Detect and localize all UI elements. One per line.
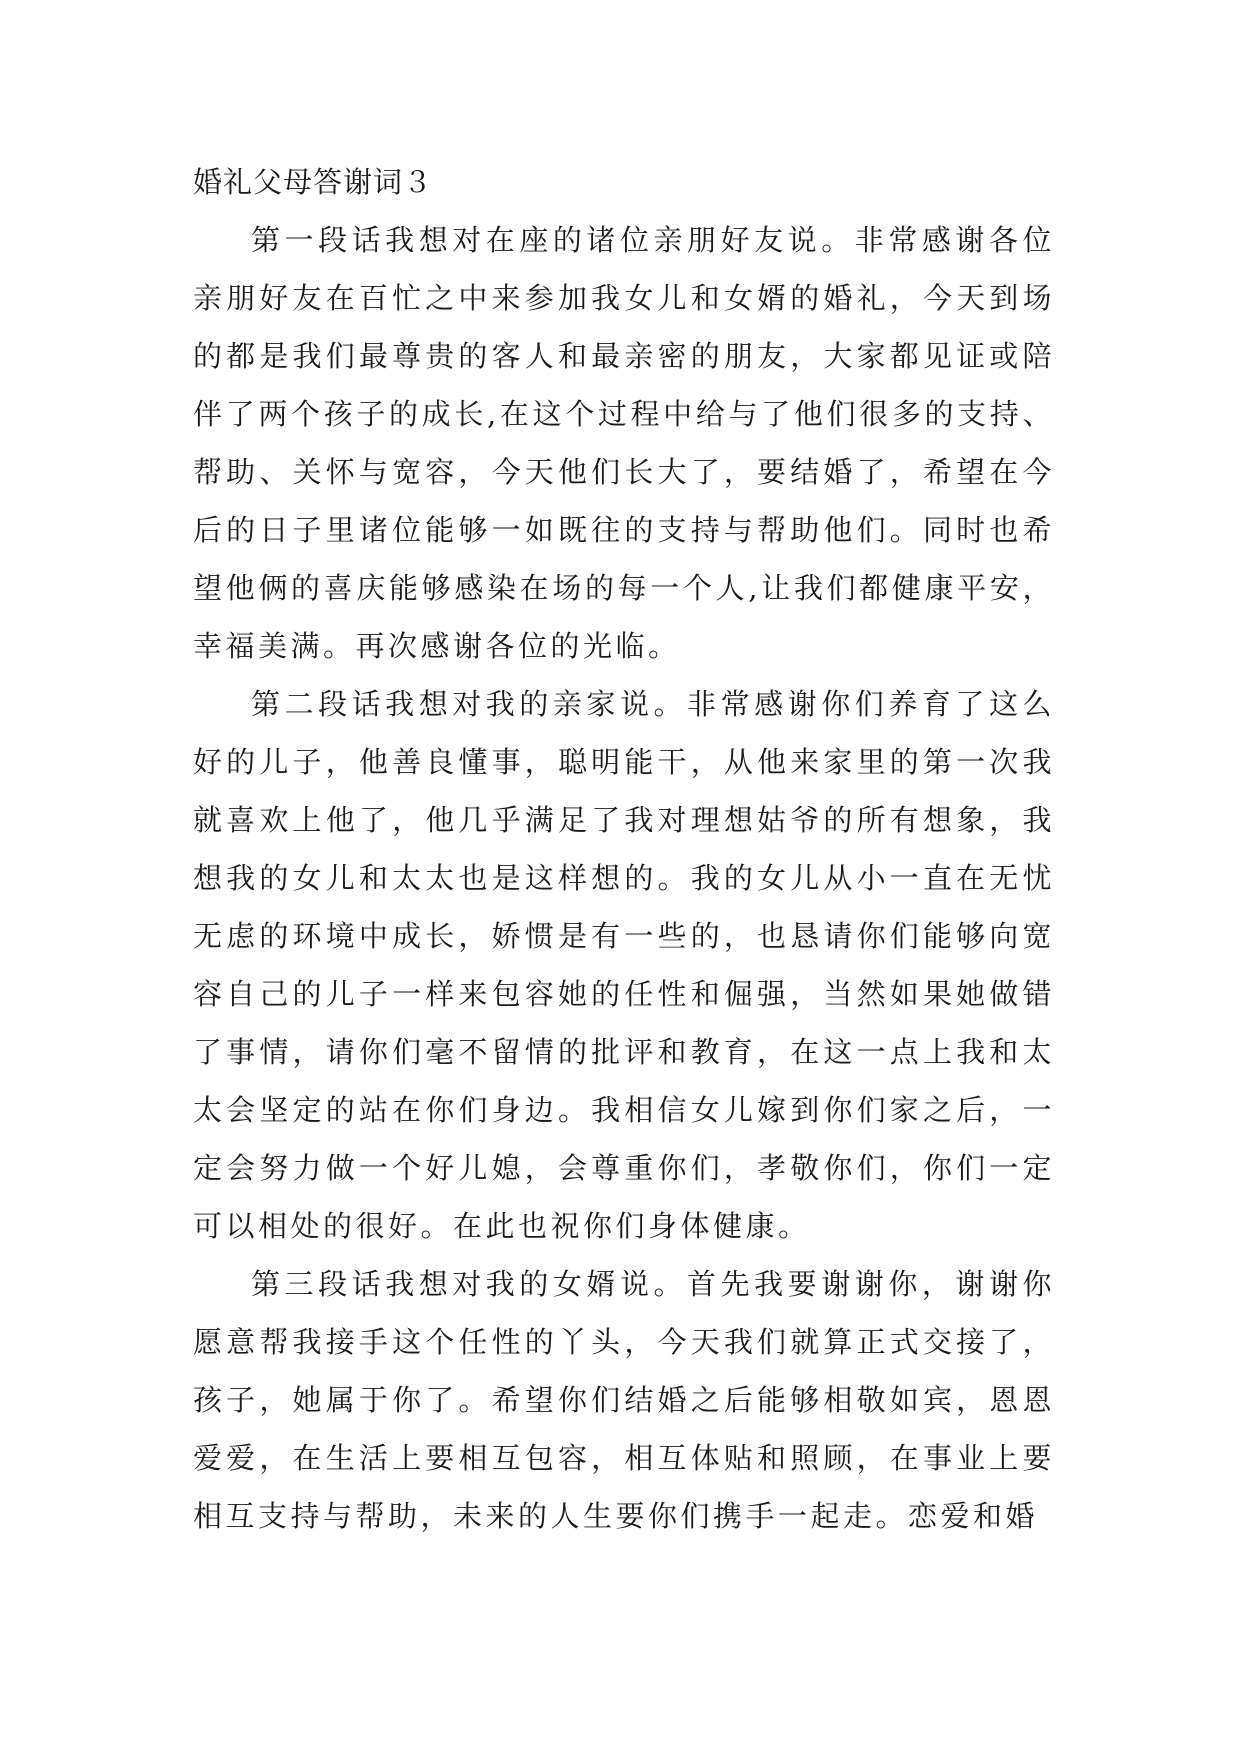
document-body	[193, 153, 1055, 1545]
paragraph-in-laws: 第二段话我想对我的亲家说。非常感谢你们养育了这么好的儿子，他善良懂事，聪明能干，从他来家里的第一次我就喜欢上他了，他几乎满足了我对理想姑爷的所有想象，我想我的女儿和太太也是这样想的。我的女儿从小一直在无忧无虑的环境中成长，娇惯是有一些的，也恳请你们能够向宽容自己的儿子一样来包容她的任性和倔强，当然如果她做错了事情，请你们毫不留情的批评和教育，在这一点上我和太太会坚定的站在你们身边。我相信女儿嫁到你们家之后，一定会努力做一个好儿媳，会尊重你们，孝敬你们，你们一定可以相处的很好。在此也祝你们身体健康。	[193, 687, 1055, 1243]
paragraph-son-in-law: 第三段话我想对我的女婿说。首先我要谢谢你，谢谢你愿意帮我接手这个任性的丫头，今天我们就算正式交接了，孩子，她属于你了。希望你们结婚之后能够相敬如宾，恩恩爱爱，在生活上要相互包容，相互体贴和照顾，在事业上要相互支持与帮助，未来的人生要你们携手一起走。恋爱和婚	[193, 1267, 1055, 1533]
document-title: 婚礼父母答谢词３	[193, 165, 434, 199]
paragraph-guests: 第一段话我想对在座的诸位亲朋好友说。非常感谢各位亲朋好友在百忙之中来参加我女儿和女婿的婚礼，今天到场的都是我们最尊贵的客人和最亲密的朋友，大家都见证或陪伴了两个孩子的成长,在这个过程中给与了他们很多的支持、帮助、关怀与宽容，今天他们长大了，要结婚了，希望在今后的日子里诸位能够一如既往的支持与帮助他们。同时也希望他俩的喜庆能够感染在场的每一个人,让我们都健康平安，幸福美满。再次感谢各位的光临。	[193, 223, 1055, 663]
